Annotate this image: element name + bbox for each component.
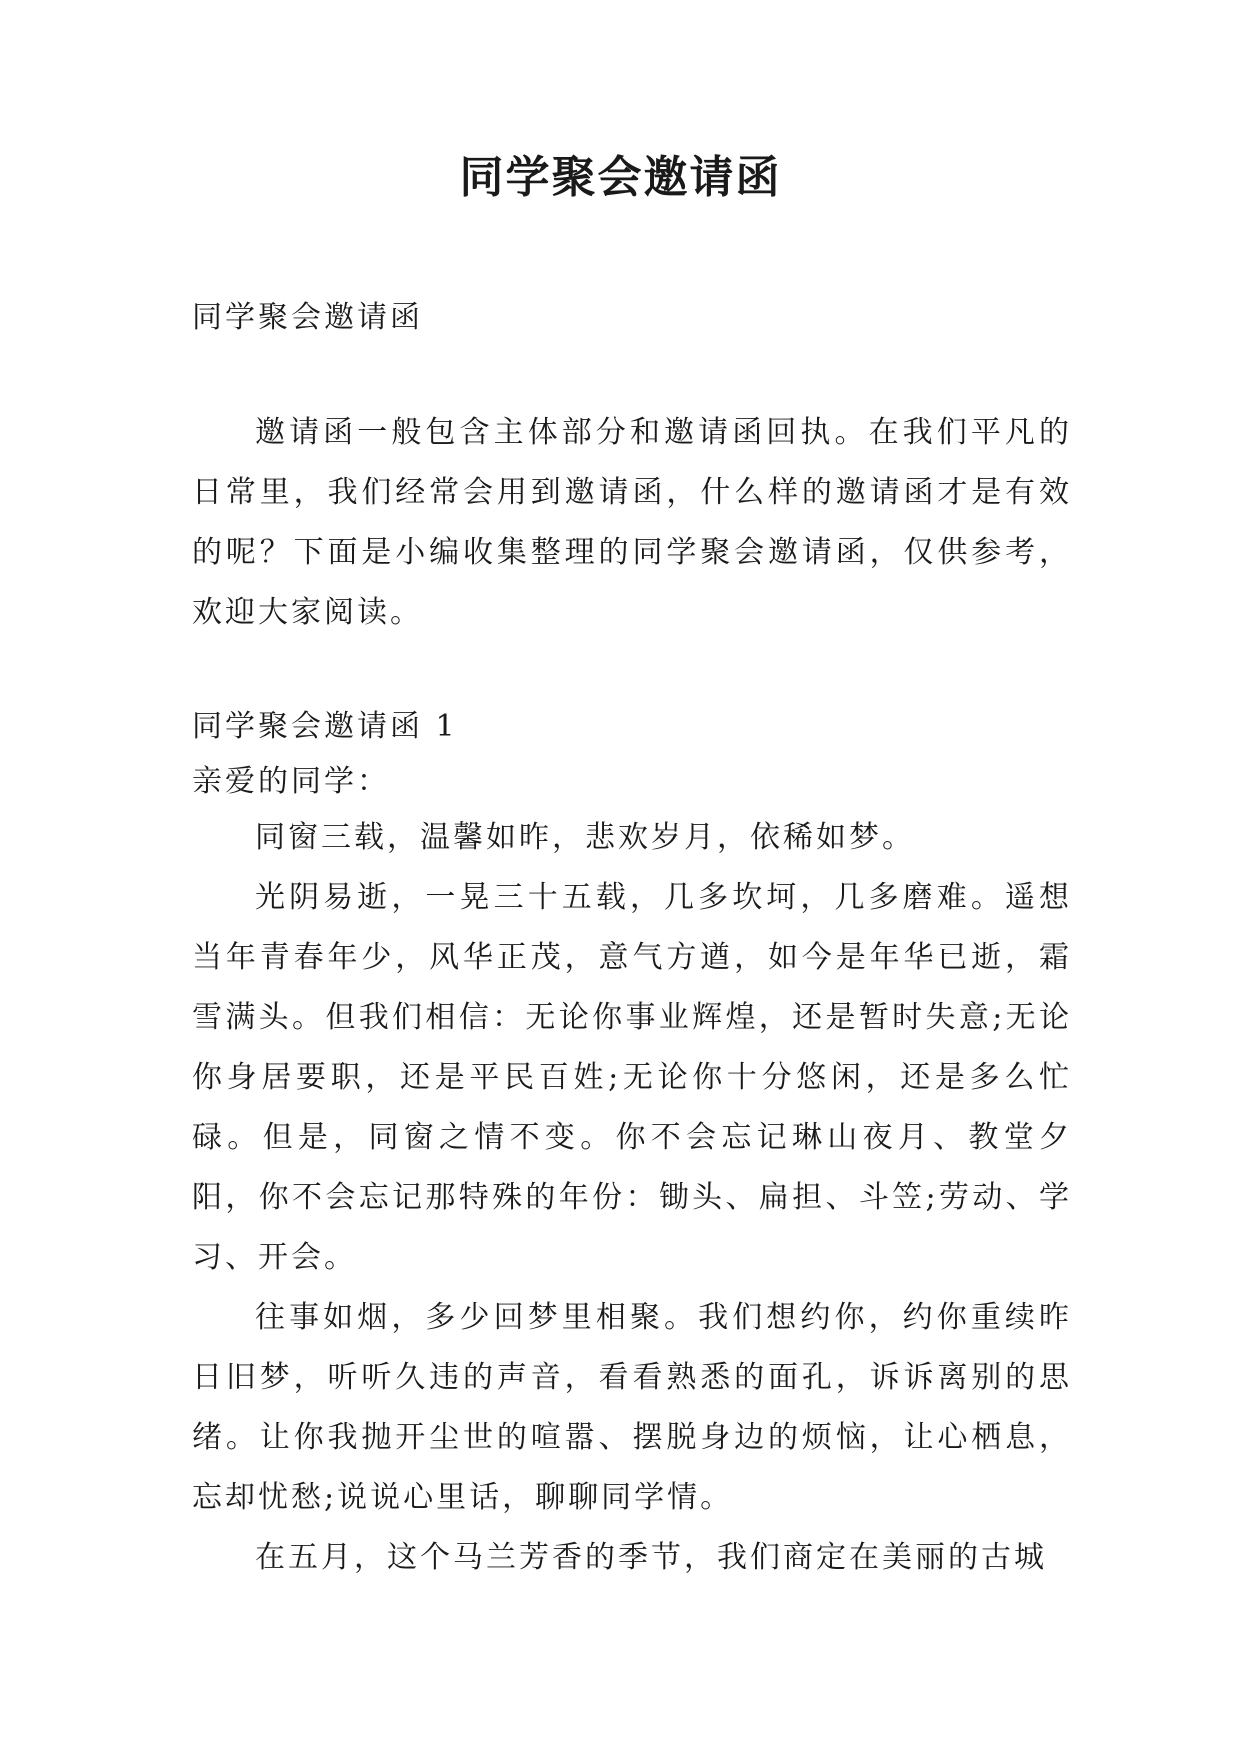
salutation: 亲爱的同学： [192,764,390,799]
body-paragraph: 在五月，这个马兰芳香的季节，我们商定在美丽的古城 [255,1540,1047,1575]
document-title: 同学聚会邀请函 [459,152,782,203]
body-paragraph: 往事如烟，多少回梦里相聚。我们想约你，约你重续昨日旧梦，听听久违的声音，看看熟悉的面孔，诉诉离别的思绪。让你我抛开尘世的喧嚣、摆脱身边的烦恼，让心栖息，忘却忧愁;说说心里话，聊聊同学情。 [192,1300,1072,1515]
body-paragraph: 光阴易逝，一晃三十五载，几多坎坷，几多磨难。遥想当年青春年少，风华正茂，意气方遒，如今是年华已逝，霜雪满头。但我们相信：无论你事业辉煌，还是暂时失意;无论你身居要职，还是平民百姓;无论你十分悠闲，还是多么忙碌。但是，同窗之情不变。你不会忘记琳山夜月、教堂夕阳，你不会忘记那特殊的年份：锄头、扁担、斗笠;劳动、学习、开会。 [192,880,1072,1275]
intro-paragraph: 邀请函一般包含主体部分和邀请函回执。在我们平凡的日常里，我们经常会用到邀请函，什么样的邀请函才是有效的呢？下面是小编收集整理的同学聚会邀请函，仅供参考，欢迎大家阅读。 [192,415,1072,630]
document-subtitle: 同学聚会邀请函 [192,300,423,335]
letter-body [192,808,1072,1588]
body-paragraph: 同窗三载，温馨如昨，悲欢岁月，依稀如梦。 [255,820,915,855]
section-heading: 同学聚会邀请函 1 [192,709,458,744]
